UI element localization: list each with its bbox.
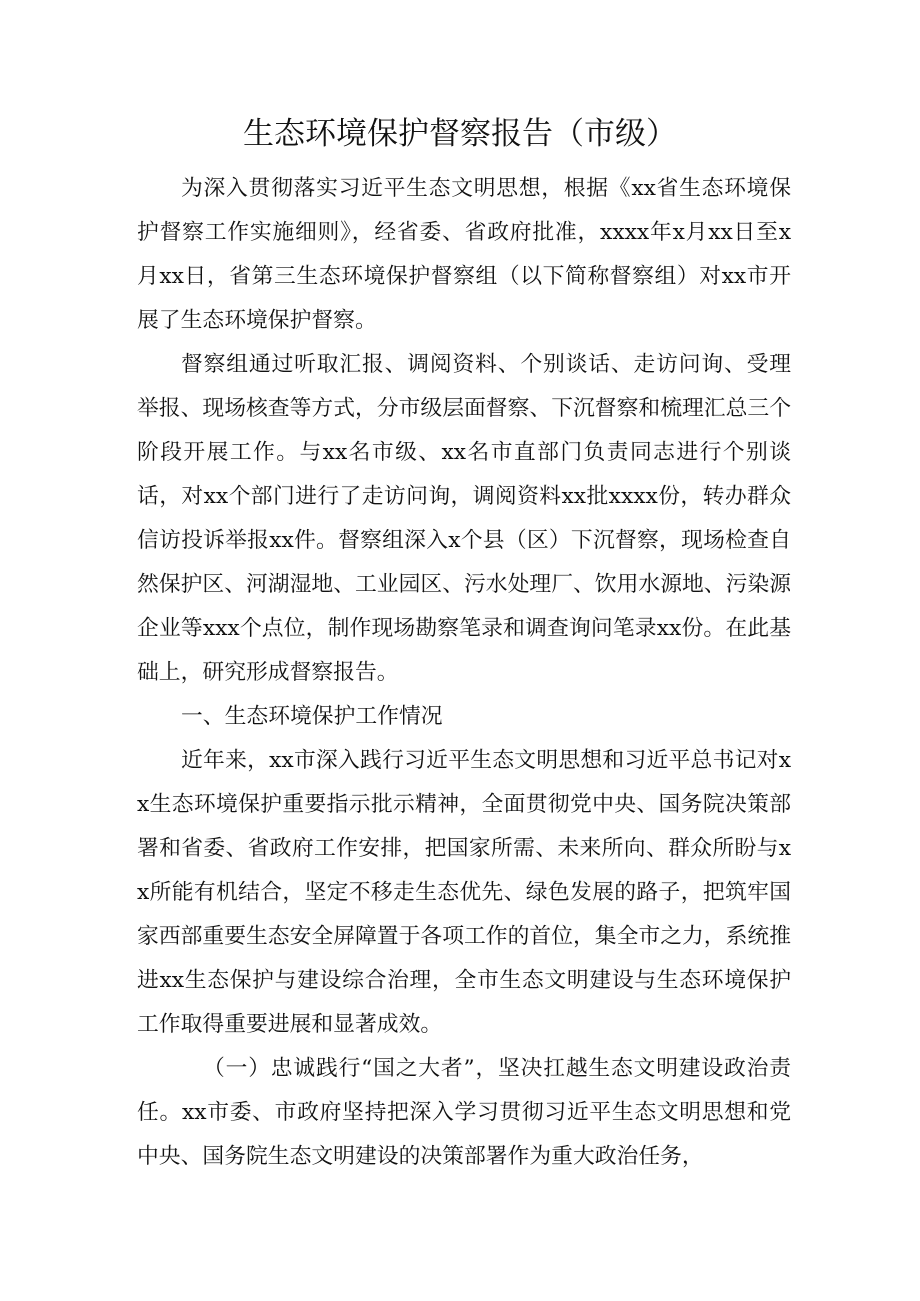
document-title: 生态环境保护督察报告（市级） <box>243 116 677 152</box>
paragraph-methods: 督察组通过听取汇报、调阅资料、个别谈话、走访问询、受理举报、现场核查等方式，分市级层面督察、下沉督察和梳理汇总三个阶段开展工作。与xx名市级、xx名市直部门负责同志进行个别谈话，对xx个部门进行了走访问询，调阅资料xx批xxxx份，转办群众信访投诉举报xx件。督察组深入x个县（区）下沉督察，现场检查自然保护区、河湖湿地、工业园区、污水处理厂、饮用水源地、污染源企业等xxx个点位，制作现场勘察笔录和调查询问笔录xx份。在此基础上，研究形成督察报告。 <box>137 352 791 685</box>
paragraph-overview: 近年来，xx市深入践行习近平生态文明思想和习近平总书记对xx生态环境保护重要指示批示精神，全面贯彻党中央、国务院决策部署和省委、省政府工作安排，把国家所需、未来所向、群众所盼与xx所能有机结合，坚定不移走生态优先、绿色发展的路子，把筑牢国家西部重要生态安全屏障置于各项工作的首位，集全市之力，系统推进xx生态保护与建设综合治理，全市生态文明建设与生态环境保护工作取得重要进展和显著成效。 <box>137 748 791 1037</box>
paragraph-subsection-1: （一）忠诚践行“国之大者”，坚决扛越生态文明建设政治责任。xx市委、市政府坚持把深入学习贯彻习近平生态文明思想和党中央、国务院生态文明建设的决策部署作为重大政治任务， <box>137 1056 791 1169</box>
document-body <box>137 167 791 1179</box>
section-heading-1: 一、生态环境保护工作情况 <box>181 704 443 729</box>
paragraph-intro: 为深入贯彻落实习近平生态文明思想，根据《xx省生态环境保护督察工作实施细则》，经省委、省政府批准，xxxx年x月xx日至x月xx日，省第三生态环境保护督察组（以下简称督察组）对xx市开展了生态环境保护督察。 <box>137 176 791 333</box>
